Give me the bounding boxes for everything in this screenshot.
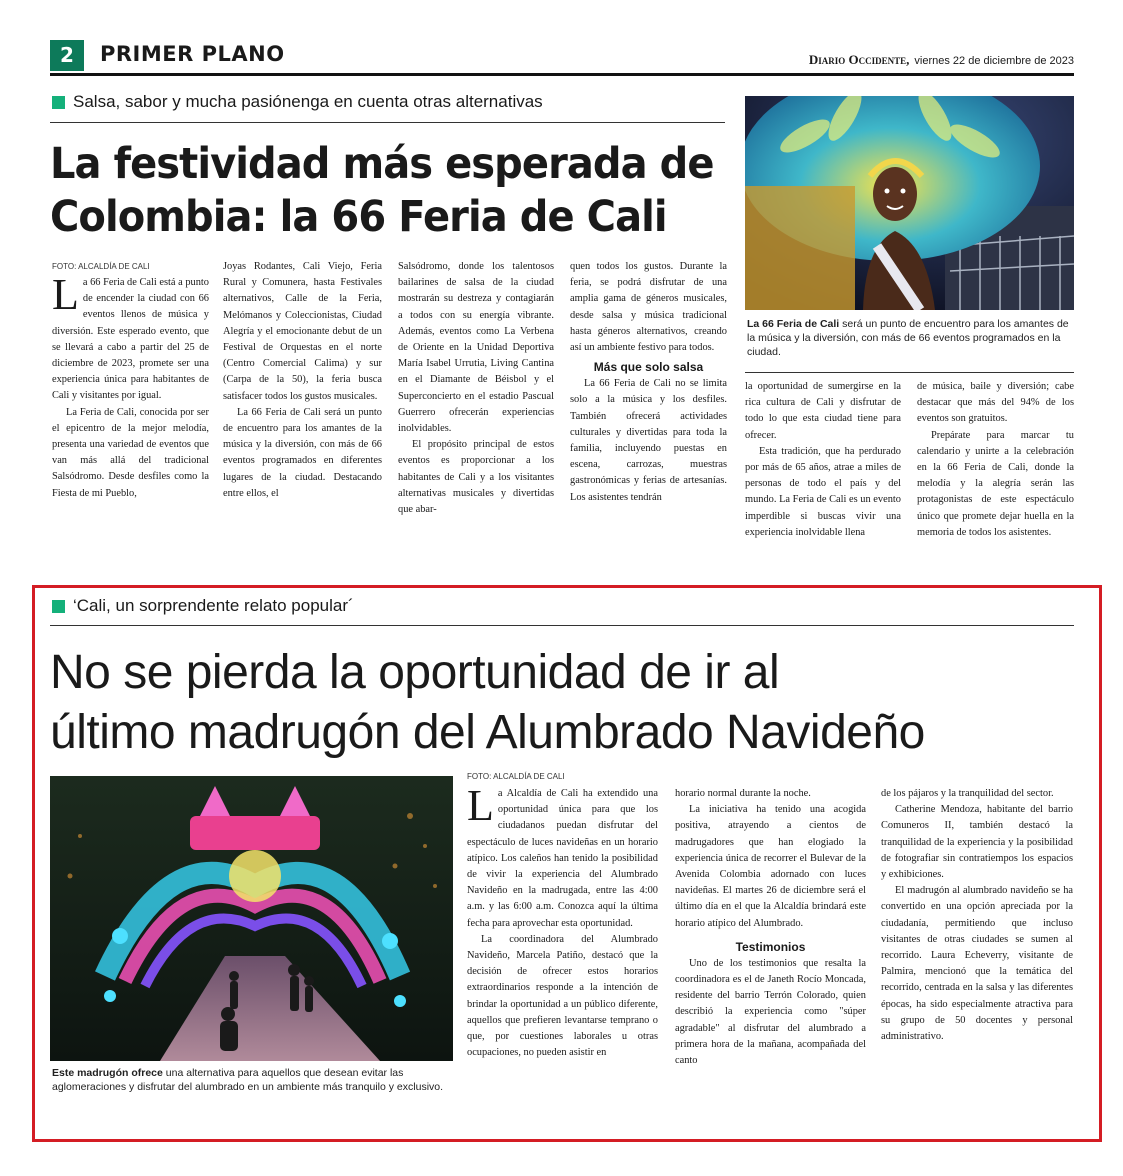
article2-column-2 <box>675 786 866 1130</box>
carnival-dancer-photo <box>745 96 1074 310</box>
caption-lead: Este madrugón ofrece <box>52 1067 163 1079</box>
paragraph: a 66 Feria de Cali está a punto de encender la ciudad con 66 eventos llenos de música y diversión. Este esperado evento, que se llevará a cabo a partir del 25 de diciembre de 2023, promete ser una experiencia única para habitantes de Cali y visitantes por igual. <box>52 277 209 402</box>
paragraph: de los pájaros y la tranquilidad del sector. <box>881 788 1054 799</box>
article1-headline-line: La festividad más esperada de <box>50 139 714 189</box>
christmas-lights-photo <box>50 776 453 1061</box>
dropcap: L <box>467 786 494 830</box>
paragraph: a Alcaldía de Cali ha extendido una oportunidad única para que los ciudadanos puedan disfrutar del espectáculo de luces navideñas en un horario atípico. Los caleños han tenido la posibilidad de vivir la experiencia del Alumbrado Navideño en la madrugada, entre las 4:00 a.m. y las 6:00 a.m. Conozca aquí la última fecha para aprovechar esta oportunidad. <box>467 788 658 929</box>
paragraph: Joyas Rodantes, Cali Viejo, Feria Rural y Comunera, hasta Festivales alternativos, Calle de la Feria, Melómanos y Coleccionistas, Ciudad Alegría y el emocionante debut de un Festival de Orquestas en el norte (Centro Comercial Calima) y sur (Carpa de la 50), la feria busca satisfacer todos los gustos musicales. <box>223 261 382 402</box>
article1-column-1 <box>52 275 209 567</box>
paragraph: Catherine Mendoza, habitante del barrio Comuneros II, también destacó la tranquilidad de la experiencia y la posibilidad de fotografiar sin contratiempos los espacios y exhibiciones. <box>881 804 1073 881</box>
article1-column-5 <box>745 379 901 567</box>
subheading: Más que solo salsa <box>593 360 704 375</box>
paragraph: de música, baile y diversión; cabe destacar que más del 94% de los eventos son gratuitos. <box>917 381 1074 425</box>
caption-text: será un punto de encuentro para los amantes de la música y la diversión, con más de 66 eventos programados en la ciudad. <box>747 318 1069 358</box>
paragraph: La 66 Feria de Cali no se limita solo a la música y los desfiles. También ofrecerá actividades culturales y divertidas para toda la familia, incluyendo puestas en escena, carrozas, muestras gastronómicas y ferias de artesanías. Los asistentes tendrán <box>570 378 727 503</box>
article2-photo-caption <box>52 1066 452 1094</box>
paragraph: Esta tradición, que ha perdurado por más de 65 años, atrae a miles de personas de todo el país y del mundo. La Feria de Cali es un evento imperdible si buscas vivir una experiencia inolvidable llena <box>745 445 901 538</box>
article2-kicker <box>52 596 354 616</box>
divider <box>745 372 1074 373</box>
paragraph: La iniciativa ha tenido una acogida positiva, atrayendo a cientos de madrugadores que han elogiado la experiencia única de recorrer el Bulevar de la Avenida Colombia adornado con luces navideñas. El martes 26 de diciembre será el último día en el que la Alcaldía brindará este horario atípico del Alumbrado. <box>675 804 866 929</box>
article1-kicker <box>52 92 543 112</box>
article2-photo-credit: FOTO: ALCALDÍA DE CALI <box>467 772 565 781</box>
article2-column-1 <box>467 786 658 1130</box>
christmas-lights-illustration <box>50 776 453 1061</box>
dropcap: L <box>52 275 79 319</box>
paragraph: La coordinadora del Alumbrado Navideño, Marcela Patiño, destacó que la decisión de ofrecer estos horarios extraordinarios responde a la intención de brindar la oportunidad a un público diferente, aquellos que prefieren levantarse temprano o que, por cuestiones laborales u otras ocupaciones, no pueden asistir en <box>467 933 658 1059</box>
paragraph: El madrugón al alumbrado navideño se ha convertido en una opción apreciada por la ciudadanía, permitiendo que incluso visitantes de otras ciudades se sumen al recorrido. Laura Echeverry, visitante de Palmira, mencionó que la temática del recorrido, centrada en la salsa y las diferentes épocas, ha sido especialmente atractiva para su grupo de 50 docentes y personal administrativo. <box>881 885 1073 1043</box>
page-number: 2 <box>50 40 84 71</box>
dateline <box>809 52 1074 68</box>
subheading: Testimonios <box>735 939 806 954</box>
article2-column-3 <box>881 786 1073 1130</box>
paragraph: La Feria de Cali, conocida por ser el epicentro de la mejor melodía, presenta una variedad de eventos que van más allá del tradicional Salsódromo. Desde desfiles como la Fiesta de mi Pueblo, <box>52 406 209 499</box>
article1-column-6 <box>917 379 1074 567</box>
paragraph: quen todos los gustos. Durante la feria, se podrá disfrutar de una amplia gama de géneros musicales, desde salsa y música tradicional hasta géneros alternativos, creando así un ambiente festivo para todos. <box>570 261 727 354</box>
article1-column-3 <box>398 259 554 567</box>
paragraph: la oportunidad de sumergirse en la rica cultura de Cali y disfrutar de todo lo que esta ciudad tiene para ofrecer. <box>745 381 901 441</box>
article2-headline-line: último madrugón del Alumbrado Navideño <box>50 706 925 759</box>
paragraph: Salsódromo, donde los talentosos bailarines de salsa de la ciudad mostrarán su destreza y contagiarán a todos con su energía vibrante. Además, eventos como La Verbena de Oriente en la Unidad Deportiva María Isabel Urrutia, Living Cantina en el Diamante de Béisbol y el Superconcierto en el estadio Pascual Guerrero ofrecerán experiencias inolvidables. <box>398 261 554 435</box>
paragraph: Prepárate para marcar tu calendario y unirte a la celebración en la 66 Feria de Cali, donde la melodía y la alegría serán las protagonistas de este espectáculo único que promete dejar huella en la memoria de todos los asistentes. <box>917 429 1074 538</box>
article1-column-2 <box>223 259 382 567</box>
article1-headline-line: Colombia: la 66 Feria de Cali <box>50 192 667 242</box>
caption-lead: La 66 Feria de Cali <box>747 318 840 330</box>
article2-headline <box>50 643 1074 763</box>
divider <box>50 122 725 123</box>
carnival-dancer-illustration <box>745 96 1074 310</box>
article1-kicker-text: Salsa, sabor y mucha pasiónenga en cuenta otras alternativas <box>73 92 543 111</box>
section-title: PRIMER PLANO <box>100 42 285 66</box>
paragraph: horario normal durante la noche. <box>675 788 811 799</box>
article2-kicker-text: ‘Cali, un sorprendente relato popular´ <box>73 596 354 615</box>
article2-headline-line: No se pierda la oportunidad de ir al <box>50 646 780 699</box>
caption-text: una alternativa para aquellos que desean evitar las aglomeraciones y disfrutar del alumbrado en un ambiente más tranquilo y exclusivo. <box>52 1067 444 1093</box>
article1-column-4 <box>570 259 727 567</box>
article1-photo-caption <box>747 317 1072 359</box>
bullet-square-icon <box>52 600 65 613</box>
issue-date: viernes 22 de diciembre de 2023 <box>914 55 1074 67</box>
paragraph: Uno de los testimonios que resalta la coordinadora es el de Janeth Rocío Moncada, residente del barrio Terrón Colorado, quien describió la experiencia como "súper agradable" al disfrutar del alumbrado a primera hora de la mañana, acompañada del canto <box>675 957 866 1067</box>
article1-photo-credit: FOTO: ALCALDÍA DE CALI <box>52 262 150 271</box>
newspaper-name: Diario Occidente, <box>808 52 910 67</box>
bullet-square-icon <box>52 96 65 109</box>
paragraph: La 66 Feria de Cali será un punto de encuentro para los amantes de la música y la diversión, con más de 66 eventos programados en diferentes lugares de la ciudad. Destacando entre ellos, el <box>223 406 382 499</box>
page-header <box>50 40 1074 76</box>
divider <box>50 625 1074 626</box>
article1-headline <box>50 138 714 244</box>
paragraph: El propósito principal de estos eventos es proporcionar a los habitantes de Cali y a los visitantes alternativas musicales y divertidas que abar- <box>398 439 554 516</box>
